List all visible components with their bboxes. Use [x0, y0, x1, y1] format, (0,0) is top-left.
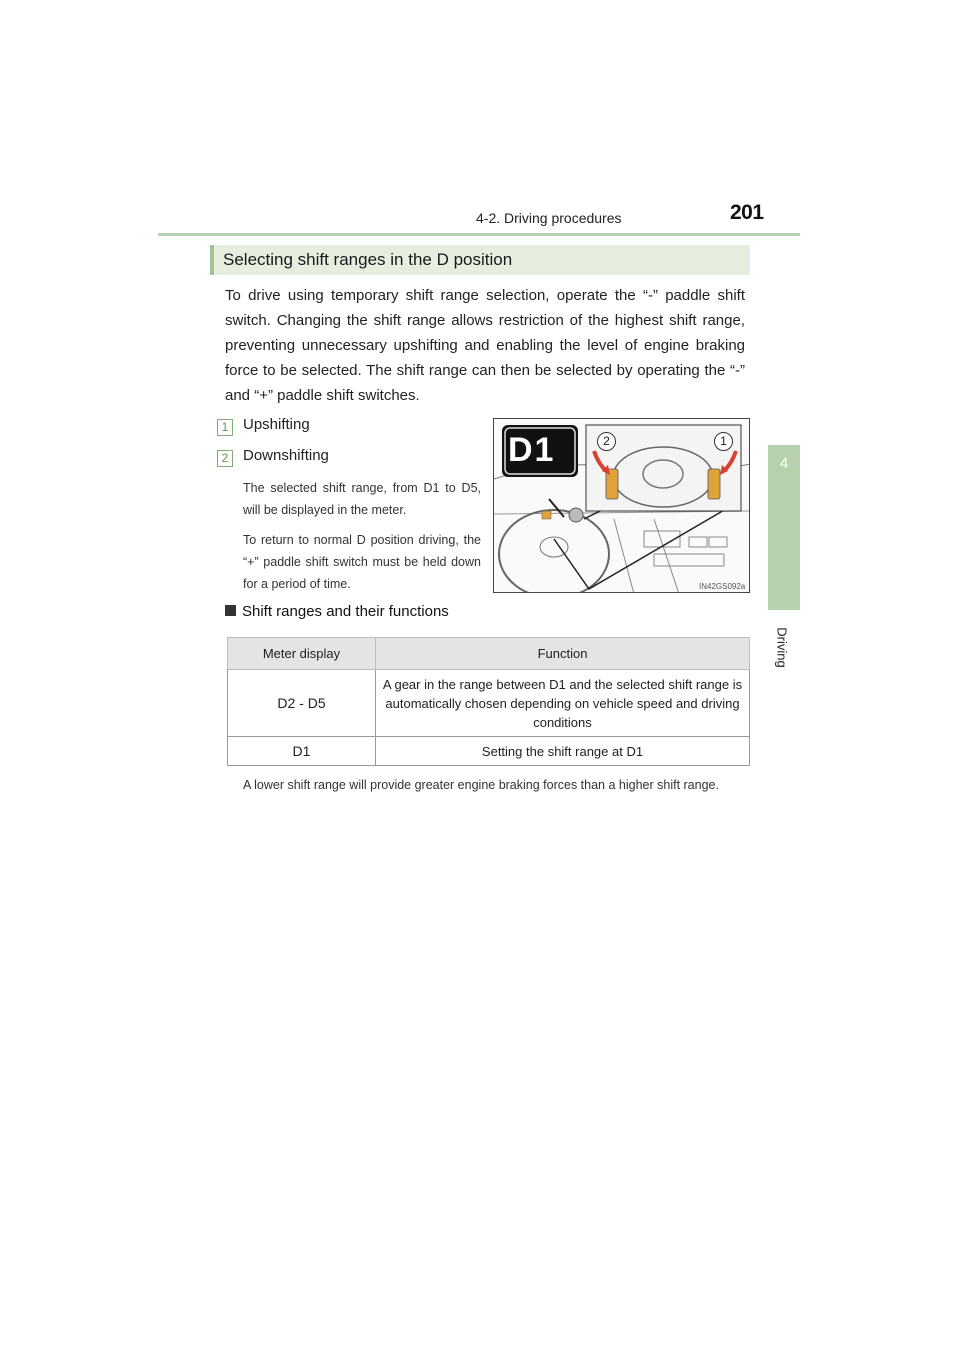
subsection-marker — [225, 605, 236, 616]
table-row — [228, 737, 750, 766]
table-header-meter-display: Meter display — [228, 638, 376, 670]
note-return-normal: To return to normal D position driving, the “+” paddle shift switch must be held down for a period of time. — [243, 533, 481, 591]
shift-range-table — [227, 637, 750, 766]
meter-display-d1: D1 — [508, 431, 556, 469]
table-row — [228, 670, 750, 737]
note-meter-display: The selected shift range, from D1 to D5, will be displayed in the meter. — [243, 481, 481, 517]
chapter-title: Driving — [774, 627, 790, 668]
table-header-row — [228, 638, 750, 670]
footnote: A lower shift range will provide greater engine braking forces than a higher shift range. — [243, 778, 719, 792]
callout-right-badge: 1 — [714, 432, 733, 451]
callout-left-badge: 2 — [597, 432, 616, 451]
table-cell-function: Setting the shift range at D1 — [376, 737, 750, 766]
intro-paragraph: To drive using temporary shift range selection, operate the “-” paddle shift switch. Changing the shift range allows restriction of the highest shift range, preventing unnecessary upshifting and enabling the level of engine braking force to be selected. The shift range can then be selected by operating the “-” and “+” paddle shift switches. — [225, 287, 745, 404]
item-label-downshifting: Downshifting — [243, 447, 329, 464]
subsection-title: Shift ranges and their functions — [242, 603, 449, 620]
table-cell-display: D2 - D5 — [228, 670, 376, 737]
page-number: 201 — [730, 201, 764, 224]
table-cell-function: A gear in the range between D1 and the selected shift range is automatically chosen depending on vehicle speed and driving conditions — [376, 670, 750, 737]
item-number-badge: 2 — [217, 450, 233, 467]
paddle-shift-figure — [493, 418, 750, 593]
table-cell-display: D1 — [228, 737, 376, 766]
item-number-badge: 1 — [217, 419, 233, 436]
section-title: Selecting shift ranges in the D position — [223, 250, 513, 269]
item-label-upshifting: Upshifting — [243, 416, 310, 433]
figure-code: IN42GS092a — [699, 582, 746, 591]
header-rule — [158, 233, 800, 236]
table-header-function: Function — [376, 638, 750, 670]
chapter-number: 4 — [779, 455, 789, 472]
section-label: 4-2. Driving procedures — [476, 210, 622, 226]
